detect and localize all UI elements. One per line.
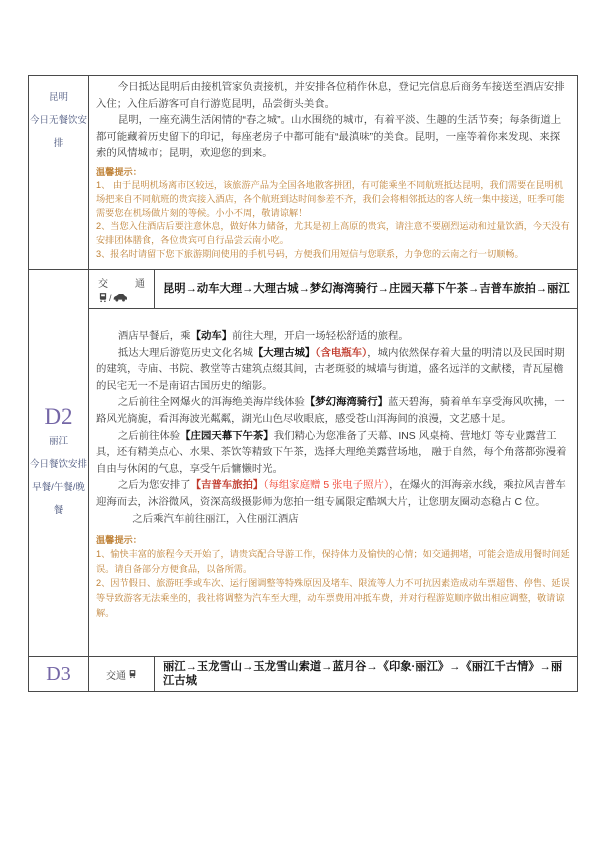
day3-transport-label: 交通	[106, 670, 126, 682]
text-segment: 之后前往全网爆火的洱海绝美海岸线体验	[117, 397, 305, 409]
day2-meal-note-line3: 餐	[53, 505, 64, 516]
day3-row	[29, 656, 577, 691]
bus-icon	[128, 669, 137, 679]
day3-left-cell	[29, 657, 89, 691]
day2-paragraph-5	[96, 478, 570, 511]
day2-number: D2	[44, 404, 73, 429]
day1-meal-note-line1: 今日无餐饮安	[29, 115, 87, 126]
text-segment: 之后为您安排了	[117, 480, 191, 492]
day2-row	[29, 269, 577, 656]
day2-right-cell	[89, 270, 577, 656]
day3-transport-cell	[89, 657, 155, 691]
day2-paragraph-4	[96, 429, 570, 479]
itinerary-table	[28, 75, 578, 692]
day1-tip-3: 3、报名时请留下您下旅游期间使用的手机号码，方便我们用短信与您联系，力争您的云南之行一切顺畅。	[96, 248, 524, 259]
day2-route-row	[89, 270, 577, 309]
day1-left-cell	[29, 76, 89, 269]
day1-meal-note-line2: 排	[53, 138, 64, 149]
day1-description-cell	[89, 76, 577, 269]
day2-tip-2: 2、因节假日、旅游旺季或车次、运行图调整等特殊原因及堵车、限流等人力不可抗因素造成动车票超售、停售、延误等导致游客无法乘坐的，我社将调整为汽车至大理，动车票费用冲抵车费，并对行程游览顺序做出相应调整，敬请谅解。	[96, 578, 570, 618]
day1-paragraph-2: 昆明，一座充满生活闲情的“春之城”。山水围绕的城市，有着平淡、生趣的生活节奏；每条街道上都可能藏着历史留下的印记，每座老房子中都可能有“最滇味”的美食。昆明，一座等着你来发现、来探索的风情城市；昆明，欢迎您的到来。	[96, 115, 562, 160]
day1-tips-title: 温馨提示：	[96, 166, 142, 177]
day1-city-label: 昆明	[48, 92, 68, 103]
day2-meal-note-line1: 今日餐饮安排	[29, 459, 87, 470]
highlight-bay-cycling: 【梦幻海湾骑行】	[304, 397, 388, 409]
day2-transport-icons	[98, 292, 145, 303]
day2-description-cell	[89, 309, 577, 626]
day2-meal-note-line2: 早餐/午餐/晚	[32, 482, 85, 493]
text-segment: 我们精心为您准备了天幕、INS 风桌椅、营地灯 等专业露营工具，还有精美点心、水果、茶饮等精致下午茶，选择大理绝美露营场地， 融于自然，每个角落都弥漫着自由与休闲的气息，享受午后慵懒时光。	[96, 430, 567, 475]
day1-paragraph-1: 今日抵达昆明后由接机管家负责接机，并安排各位稍作休息，登记完信息后商务车接送至酒店安排入住；入住后游客可自行游览昆明，品尝街头美食。	[96, 82, 565, 110]
day2-paragraph-1	[96, 329, 570, 346]
day2-paragraph-2	[96, 346, 570, 396]
day2-route-text: 昆明→动车大理→大理古城→梦幻海湾骑行→庄园天幕下午茶→吉普车旅拍→丽江	[163, 283, 570, 295]
day2-left-cell	[29, 270, 89, 656]
day3-route-row	[89, 657, 577, 691]
highlight-afternoon-tea: 【庄园天幕下午茶】	[180, 430, 274, 442]
highlight-jeep-photoshoot: 【吉普车旅拍】	[190, 480, 264, 492]
red-note-free-photos: （每组家庭赠 5 张电子照片）	[263, 480, 390, 492]
text-segment: 抵达大理后游览历史文化名城	[117, 347, 253, 359]
day2-tip-1: 1、愉快丰富的旅程今天开始了，请贵宾配合导游工作，保持体力及愉快的心情；如交通拥堵，可能会造成用餐时间延误。请自备部分方便食品，以备所需。	[96, 549, 570, 574]
day2-city-label: 丽江	[48, 436, 68, 447]
day1-tip-2: 2、当您入住酒店后要注意休息，做好体力储备，尤其是初上高原的贵宾，请注意不要剧烈运动和过量饮酒，今天没有安排团体膳食，各位贵宾可自行品尝云南小吃。	[96, 221, 570, 246]
text-segment: 之后前往体验	[117, 430, 181, 442]
train-icon	[98, 292, 108, 303]
car-icon	[113, 293, 127, 302]
highlight-train: 【动车】	[190, 331, 233, 342]
day3-number: D3	[46, 663, 71, 685]
text-segment: 前往大理，开启一场轻松舒适的旅程。	[232, 331, 409, 342]
day2-paragraph-6: 之后乘汽车前往丽江，入住丽江酒店	[132, 513, 299, 525]
day2-transport-cell	[89, 270, 155, 308]
day1-tips-block	[96, 166, 570, 262]
day1-row	[29, 76, 577, 269]
highlight-dali-old-town: 【大理古城】	[252, 347, 316, 359]
icon-separator: /	[109, 292, 112, 303]
text-segment: ，在爆火的洱海亲水线，乘拉风吉普车迎海而去，沐浴微风，资深高级摄影师为您拍一组专属限定酷飒大片，让您朋友圈动态稳占 C 位。	[96, 480, 566, 508]
text-segment: 酒店早餐后，乘	[117, 331, 191, 342]
red-note-battery-car: （含电瓶车）	[315, 347, 368, 359]
day2-tips-block	[96, 534, 570, 620]
day3-route-text: 丽江→玉龙雪山→玉龙雪山索道→蓝月谷→《印象·丽江》→《丽江千古情》→丽江古城	[163, 661, 563, 687]
text-segment: ，城内依然保存着大量的明清以及民国时期的建筑，寺庙、书院、教堂等古建筑点缀其间，古老斑驳的城墙与街道，盛名远洋的文献楼，青瓦屋檐的民宅无一不是南诏古国历史的缩影。	[96, 347, 565, 392]
day1-tip-1: 1、 由于昆明机场离市区较远，该旅游产品为全国各地散客拼团，有可能乘坐不同航班抵达昆明，我们需要在昆明机场把来自不同航班的贵宾接入酒店，各个航班到达时间参差不齐，我们会将相邻抵达的客人统一集中接送，旺季可能需要您在机场做片刻的等候。小小不周，敬请谅解！	[96, 179, 565, 218]
text-segment: 蓝天碧海，骑着单车享受海风吹拂，一路风光旖旎，看洱海波光粼粼，湖光山色尽收眼底，感受苍山洱海间的浪漫，文艺感十足。	[96, 397, 565, 425]
day2-tips-title: 温馨提示：	[96, 535, 142, 546]
day2-paragraph-3	[96, 395, 570, 428]
day2-transport-label: 交通	[98, 279, 145, 290]
